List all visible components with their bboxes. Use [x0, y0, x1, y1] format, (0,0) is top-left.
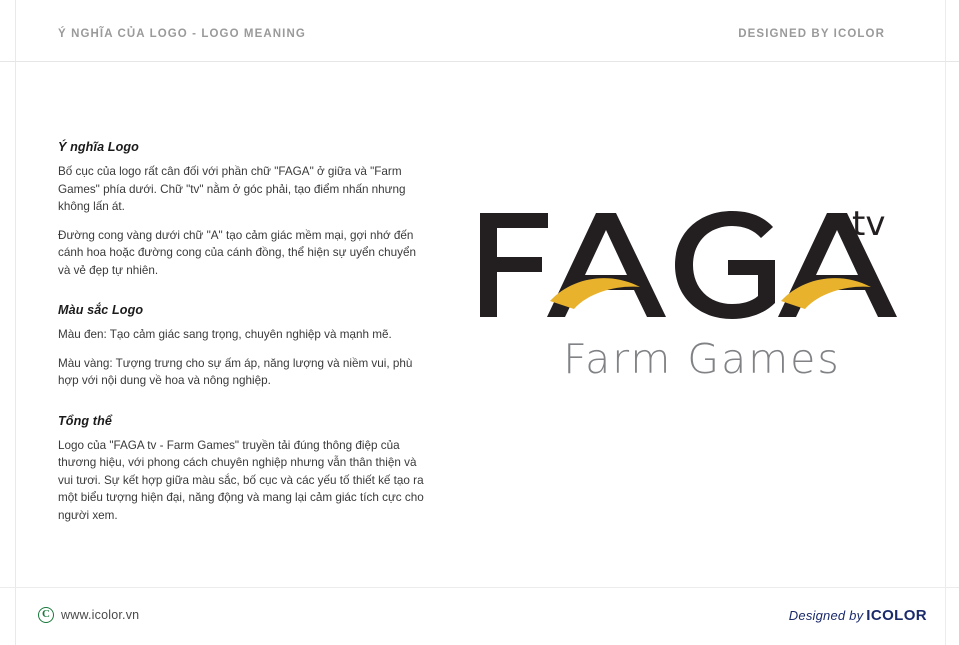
logo-showcase: [470, 205, 910, 425]
header-credit: DESIGNED BY ICOLOR: [738, 28, 885, 40]
page-footer: [0, 587, 959, 645]
paragraph-overall-1: Logo của "FAGA tv - Farm Games" truyền tải đúng thông điệp của thương hiệu, với phong cách chuyên nghiệp nhưng vẫn thân thiện và vui tươi. Sự kết hợp giữa màu sắc, bố cục và các yếu tố thiết kế tạo ra một biểu tượng hiện đại, năng động và mang lại cảm giác tích cực cho người xem.: [58, 438, 424, 522]
copyright-icon: C: [38, 607, 54, 623]
svg-text:tv: tv: [852, 205, 886, 244]
footer-url-label: www.icolor.vn: [61, 608, 140, 622]
footer-brand-label: ICOLOR: [866, 607, 927, 624]
section-title-logo-meaning: Ý nghĩa Logo: [58, 140, 139, 154]
logo-wordmark-faga-tv: [470, 205, 910, 325]
paragraph-logo-meaning-1: Bố cục của logo rất cân đối với phần chữ "FAGA" ở giữa và "Farm Games" phía dưới. Chữ "tv" nằm ở góc phải, tạo điểm nhấn nhưng không lấn át.: [58, 165, 406, 213]
page-left-edge: [0, 0, 16, 645]
footer-website[interactable]: [38, 607, 139, 623]
logo-tagline: Farm Games: [563, 335, 841, 383]
content-text-column: [58, 140, 428, 524]
section-title-overall: Tổng thể: [58, 413, 112, 428]
header-section-title: Ý NGHĨA CỦA LOGO - LOGO MEANING: [58, 28, 306, 40]
footer-designed-by: [789, 607, 927, 624]
page-header: [0, 0, 959, 62]
paragraph-logo-colors-1: Màu đen: Tạo cảm giác sang trọng, chuyên nghiệp và mạnh mẽ.: [58, 328, 392, 341]
paragraph-logo-meaning-2: Đường cong vàng dưới chữ "A" tạo cảm giác mềm mại, gợi nhớ đến cánh hoa hoặc đường cong của cánh đồng, thể hiện sự uyển chuyển và vẻ đẹp tự nhiên.: [58, 228, 416, 277]
footer-designed-by-label: Designed by: [788, 608, 864, 623]
paragraph-logo-colors-2: Màu vàng: Tượng trưng cho sự ấm áp, năng lượng và niềm vui, phù hợp với nội dung về hoa và nông nghiệp.: [58, 356, 413, 387]
section-title-logo-colors: Màu sắc Logo: [58, 303, 144, 317]
page-right-edge: [945, 0, 959, 645]
